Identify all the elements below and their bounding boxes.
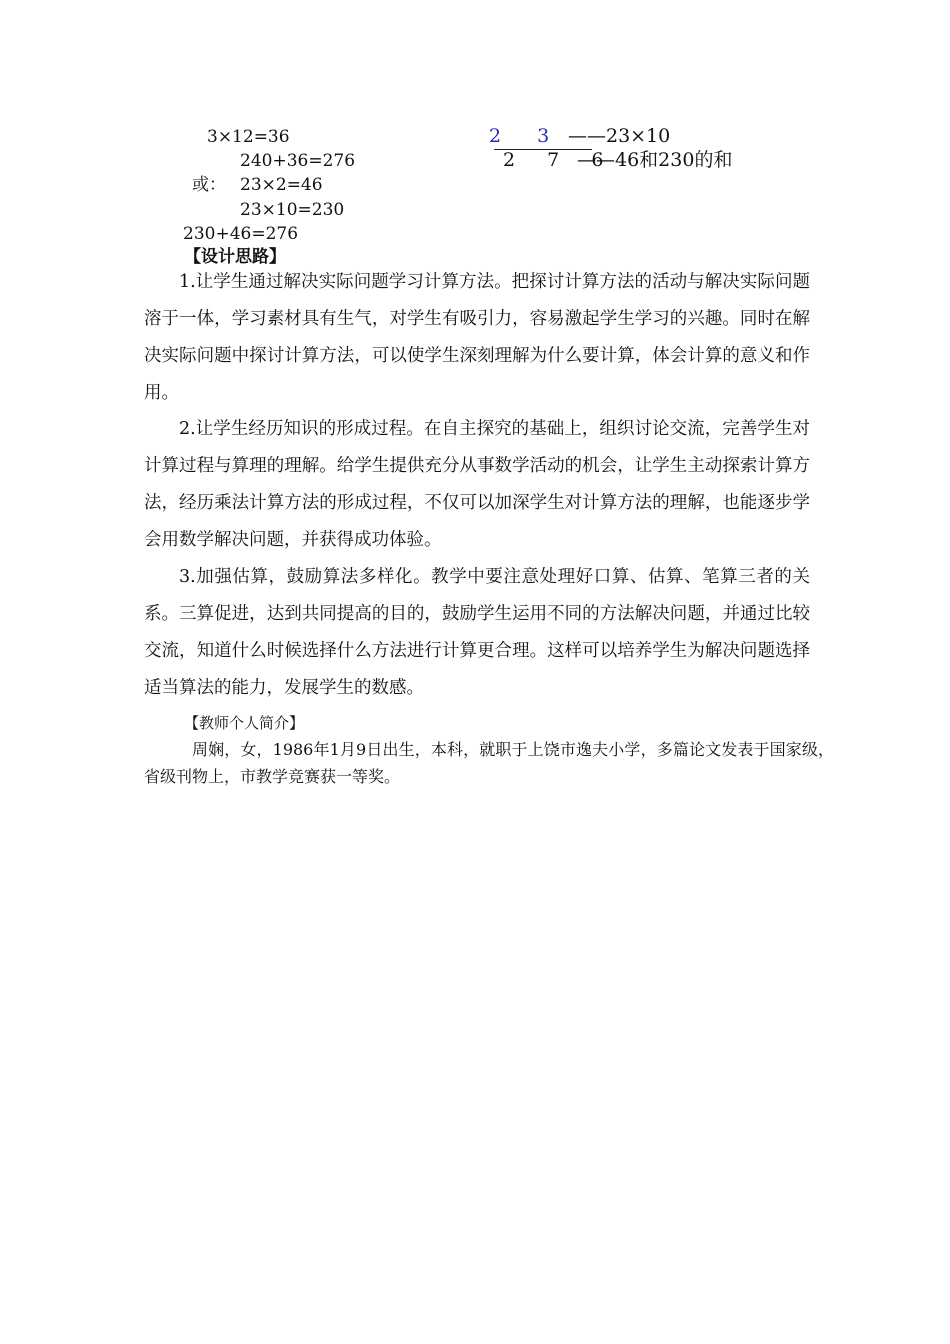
design-paragraph-2: 2.让学生经历知识的形成过程。在自主探究的基础上，组织讨论交流，完善学生对计算过程与算理的理解。给学生提供充分从事数学活动的机会，让学生主动探索计算方法，经历乘法计算方法的形成过程，不仅可以加深学生对计算方法的理解，也能逐步学会用数学解决问题，并获得成功体验。 [144, 419, 810, 550]
vertical-bottom-digits: 2 7 6 [503, 149, 604, 171]
calc-line-1: 3×12=36 [207, 127, 290, 147]
vertical-top-note: ——23×10 [568, 125, 671, 147]
calc-line-4: 23×10=230 [240, 200, 345, 220]
design-paragraph-1: 1.让学生通过解决实际问题学习计算方法。把探讨计算方法的活动与解决实际问题溶于一体，学习素材具有生气，对学生有吸引力，容易激起学生学习的兴趣。同时在解决实际问题中探讨计算方法，可以使学生深刻理解为什么要计算，体会计算的意义和作用。 [144, 272, 810, 403]
design-paragraph-3: 3.加强估算，鼓励算法多样化。教学中要注意处理好口算、估算、笔算三者的关系。三算促进，达到共同提高的目的，鼓励学生运用不同的方法解决问题，并通过比较交流，知道什么时候选择什么方法进行计算更合理。这样可以培养学生为解决问题选择适当算法的能力，发展学生的数感。 [144, 567, 810, 698]
vertical-top-digits: 2 3 [489, 125, 550, 147]
calc-or-label: 或： [192, 175, 226, 195]
vertical-bottom-note: ——46和230的和 [577, 149, 733, 171]
calc-line-2: 240+36=276 [240, 151, 356, 171]
calc-line-5: 230+46=276 [183, 224, 299, 244]
teacher-bio: 周娴，女，1986年1月9日出生，本科，就职于上饶市逸夫小学，多篇论文发表于国家级，省级刊物上，市教学竞赛获一等奖。 [144, 740, 834, 786]
design-heading: 【设计思路】 [184, 247, 286, 267]
teacher-heading: 【教师个人简介】 [184, 714, 305, 732]
calc-line-3: 23×2=46 [240, 175, 323, 195]
